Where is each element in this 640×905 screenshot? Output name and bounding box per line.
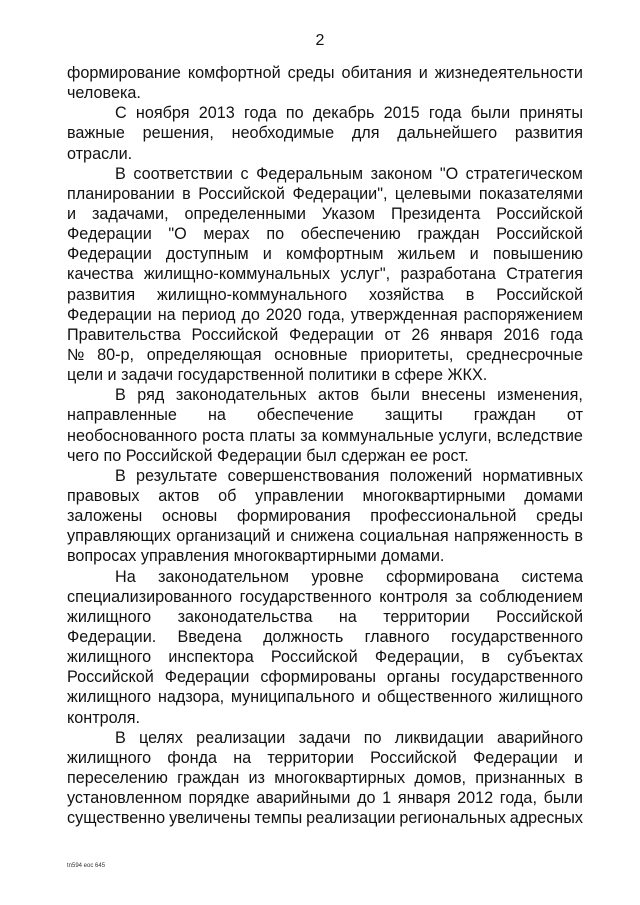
word: определенными <box>184 204 306 223</box>
word: В <box>115 466 126 485</box>
word: ноября <box>135 104 190 123</box>
word: 80-р, <box>97 345 135 364</box>
word: многоквартирных <box>274 768 406 787</box>
word: комфортным <box>285 245 384 264</box>
word: года <box>428 104 462 123</box>
word: за <box>455 587 472 606</box>
word: "О <box>439 164 459 183</box>
word: Федеральным <box>256 164 364 183</box>
word: на <box>338 607 357 626</box>
paragraph <box>67 63 583 103</box>
word: распоряжением <box>463 305 583 324</box>
word: напряженность <box>454 527 569 546</box>
text-line <box>67 103 583 123</box>
text-line <box>67 587 583 607</box>
word: признанных <box>475 768 566 787</box>
word: Российской <box>496 285 583 304</box>
text-line <box>67 768 583 788</box>
word: На <box>115 567 136 586</box>
word: соблюдением <box>479 587 583 606</box>
text-line <box>67 164 583 184</box>
word: определяющая <box>146 345 262 364</box>
word: многоквартирными <box>362 486 506 505</box>
word: дальнейшего <box>397 124 498 143</box>
word: Стратегия <box>506 265 583 284</box>
word: решения, <box>142 124 214 143</box>
text-line <box>67 687 583 707</box>
word: Российской <box>191 325 279 344</box>
text-line <box>67 184 583 204</box>
word: Федерации <box>164 668 250 687</box>
word: контроля <box>379 587 448 606</box>
word: В <box>115 386 126 405</box>
text-line <box>67 244 583 264</box>
word: в <box>465 285 475 304</box>
word: года <box>243 104 277 123</box>
text-line <box>67 748 583 768</box>
word: января <box>440 325 493 344</box>
word: результате <box>136 466 218 485</box>
word: вследствие <box>496 426 583 445</box>
word: реализации <box>196 728 286 747</box>
word: и <box>275 527 285 546</box>
text-line <box>67 204 583 224</box>
word: направленные <box>67 406 177 425</box>
word: законодательных <box>175 386 307 405</box>
word: региональных <box>399 809 506 828</box>
word: по <box>266 225 285 244</box>
word: и <box>573 748 583 767</box>
word: обеспечение <box>256 406 354 425</box>
word: государственного <box>450 668 583 687</box>
word: Федерации <box>289 325 374 344</box>
word: положений <box>389 466 473 485</box>
word: период <box>181 305 236 324</box>
text-line <box>67 788 583 808</box>
text-line: отрасли. <box>67 144 133 163</box>
word: существенно <box>67 809 166 828</box>
word: развития <box>67 285 136 304</box>
word: Федерации. <box>67 627 157 646</box>
word: задачи <box>298 728 351 747</box>
word: ряд <box>137 386 165 405</box>
word: Правительства <box>67 325 181 344</box>
text-line <box>67 526 583 546</box>
word: жилищного <box>67 688 152 707</box>
text-line: чего по Российской Федерации был сдержан ее рост. <box>67 446 469 465</box>
word: приоритеты, <box>360 345 454 364</box>
word: и <box>418 64 428 82</box>
word: были <box>470 104 511 123</box>
word: надзора, <box>157 688 225 707</box>
word: до <box>241 305 260 324</box>
word: года, <box>307 305 345 324</box>
word: органы <box>386 668 441 687</box>
word: 2020 <box>265 305 302 324</box>
word: управлении <box>255 486 344 505</box>
word: граждан <box>473 406 536 425</box>
word: № <box>67 345 85 364</box>
word: стратегическом <box>465 164 583 183</box>
word: целях <box>139 728 183 747</box>
word: повышению <box>492 245 583 264</box>
word: об <box>218 486 237 505</box>
word: жилищно-коммунальных <box>143 265 331 284</box>
word: качества <box>67 265 134 284</box>
word: 2016 <box>503 325 540 344</box>
word: социальная <box>359 527 449 546</box>
word: из <box>248 768 265 787</box>
word: нормативных <box>482 466 583 485</box>
word: порядке <box>188 789 250 808</box>
word: Российской <box>67 668 154 687</box>
word: законом <box>370 164 433 183</box>
word: управляющих <box>67 527 171 546</box>
word: инспектора <box>168 648 254 667</box>
word: необходимые <box>231 124 335 143</box>
text-line: цели и задачи государственной политики в сфере ЖКХ. <box>67 366 488 385</box>
paragraph <box>67 103 583 163</box>
word: целевыми <box>394 184 472 203</box>
text-line <box>67 325 583 345</box>
word: 2013 <box>198 104 235 123</box>
word: среды <box>287 64 335 82</box>
word: жилищного <box>67 748 152 767</box>
word: профессиональной <box>370 507 517 526</box>
word: сформирована <box>386 567 500 586</box>
word: жизнедеятельности <box>434 64 583 82</box>
text-line <box>67 264 583 284</box>
word: система <box>521 567 583 586</box>
text-line <box>67 63 583 83</box>
word: от <box>384 325 401 344</box>
word: и <box>262 245 272 264</box>
word: развития <box>514 124 583 143</box>
word: были <box>370 386 410 405</box>
word: Введена <box>177 627 242 646</box>
word: домами <box>524 486 583 505</box>
word: основные <box>274 345 348 364</box>
word: снижена <box>290 527 355 546</box>
text-line <box>67 506 583 526</box>
word: фонда <box>167 748 218 767</box>
word: по <box>285 104 304 123</box>
text-line <box>67 667 583 687</box>
word: Российской <box>496 204 583 223</box>
word: Федерации <box>67 305 152 324</box>
text-line: контроля. <box>67 708 140 727</box>
word: 2015 <box>383 104 420 123</box>
word: Российской <box>496 225 583 244</box>
word: Указом <box>321 204 376 223</box>
word: и <box>469 245 479 264</box>
word: совершенствования <box>227 466 380 485</box>
word: актов <box>158 486 200 505</box>
document-code: tn594 eoc 645 <box>67 863 106 869</box>
document-body <box>67 63 583 828</box>
word: В <box>115 728 126 747</box>
word: основы <box>161 507 218 526</box>
word: законодательства <box>177 607 313 626</box>
word: актов <box>317 386 360 405</box>
word: аварийными <box>256 789 351 808</box>
word: планировании <box>67 184 175 203</box>
word: Российской <box>198 184 285 203</box>
word: организаций <box>176 527 271 546</box>
word: года <box>550 325 583 344</box>
word: Российской <box>270 648 358 667</box>
paragraph <box>67 728 583 829</box>
word: в <box>182 184 191 203</box>
word: года, <box>499 789 537 808</box>
word: для <box>351 124 380 143</box>
word: обитания <box>341 64 412 82</box>
paragraph <box>67 567 583 728</box>
word: по <box>363 728 382 747</box>
word: общественного <box>377 688 493 707</box>
word: муниципального <box>230 688 355 707</box>
word: услуги, <box>438 426 492 445</box>
word: жилищного <box>67 648 152 667</box>
text-line <box>67 627 583 647</box>
word: 1 <box>382 789 392 808</box>
word: декабрь <box>312 104 375 123</box>
word: Федерации <box>67 225 152 244</box>
word: Федерации <box>67 245 152 264</box>
paragraph <box>67 385 583 466</box>
word: доступным <box>165 245 249 264</box>
word: адресных <box>509 809 583 828</box>
word: государственного <box>239 587 372 606</box>
word: заложены <box>67 507 143 526</box>
word: территории <box>267 748 354 767</box>
text-line <box>67 224 583 244</box>
text-line <box>67 567 583 587</box>
word: внесены <box>421 386 486 405</box>
word: услуг", <box>340 265 391 284</box>
word: в <box>574 768 583 787</box>
word: увеличены <box>169 809 251 828</box>
word: на <box>157 305 176 324</box>
word: правовых <box>67 486 140 505</box>
word: и <box>361 688 371 707</box>
text-line <box>67 305 583 325</box>
word: Президента <box>390 204 481 223</box>
word: ликвидации <box>394 728 484 747</box>
text-line <box>67 728 583 748</box>
word: от <box>566 406 583 425</box>
word: хозяйства <box>368 285 444 304</box>
page-number: 2 <box>315 32 325 49</box>
word: сформированы <box>260 668 376 687</box>
word: Российской <box>496 607 583 626</box>
word: и <box>67 204 77 223</box>
word: мерах <box>203 225 250 244</box>
word: формирования <box>236 507 351 526</box>
word: роста <box>202 426 245 445</box>
word: соответствии <box>133 164 233 183</box>
word: на <box>207 406 226 425</box>
text-line <box>67 808 583 828</box>
word: "О <box>168 225 187 244</box>
word: темпы <box>254 809 303 828</box>
paragraph <box>67 164 583 386</box>
word: 2012 <box>457 789 494 808</box>
word: в <box>481 648 490 667</box>
word: жилищного <box>67 607 152 626</box>
word: жилищно-коммунального <box>156 285 348 304</box>
word: государственного <box>450 627 583 646</box>
word: уровне <box>311 567 364 586</box>
word: главного <box>364 627 430 646</box>
word: утвержденная <box>350 305 458 324</box>
word: на <box>233 748 252 767</box>
word: до <box>357 789 376 808</box>
text-line <box>67 466 583 486</box>
word: должность <box>263 627 344 646</box>
text-line <box>67 426 583 446</box>
word: жильем <box>397 245 456 264</box>
word: обеспечению <box>300 225 401 244</box>
word: жилищного <box>498 688 583 707</box>
word: изменения, <box>497 386 583 405</box>
word: защиты <box>384 406 443 425</box>
word: территории <box>383 607 470 626</box>
word: Федерации <box>473 748 558 767</box>
word: коммунальные <box>321 426 434 445</box>
word: законодательном <box>158 567 290 586</box>
word: необоснованного <box>67 426 198 445</box>
word: В <box>115 164 126 183</box>
word: платы <box>249 426 296 445</box>
text-line <box>67 405 583 425</box>
word: аварийного <box>496 728 583 747</box>
word: задачами, <box>91 204 169 223</box>
word: с <box>240 164 249 183</box>
word: важные <box>67 124 125 143</box>
text-line <box>67 607 583 627</box>
word: домов, <box>414 768 467 787</box>
word: разработана <box>400 265 496 284</box>
word: субъектах <box>507 648 583 667</box>
word: в <box>574 527 583 546</box>
word: среды <box>536 507 583 526</box>
word: переселению <box>67 768 168 787</box>
word: комфортной <box>187 64 281 82</box>
text-line: вопросах управления многоквартирными домами. <box>67 547 445 566</box>
word: реализации <box>306 809 396 828</box>
text-line <box>67 486 583 506</box>
text-line <box>67 285 583 305</box>
word: среднесрочные <box>466 345 583 364</box>
paragraph <box>67 466 583 567</box>
word: января <box>397 789 451 808</box>
word: граждан <box>417 225 480 244</box>
text-line <box>67 647 583 667</box>
word: показателями <box>478 184 583 203</box>
word: Федерации, <box>374 648 465 667</box>
word: были <box>543 789 583 808</box>
word: граждан <box>177 768 240 787</box>
word: приняты <box>519 104 583 123</box>
word: Российской <box>370 748 457 767</box>
word: С <box>115 104 127 123</box>
word: 26 <box>411 325 430 344</box>
word: за <box>300 426 317 445</box>
text-line <box>67 123 583 143</box>
word: формирование <box>67 64 181 82</box>
word: специализированного <box>67 587 232 606</box>
text-line <box>67 385 583 405</box>
text-line: человека. <box>67 84 141 103</box>
text-line <box>67 345 583 365</box>
word: Федерации", <box>292 184 388 203</box>
word: установленном <box>67 789 182 808</box>
